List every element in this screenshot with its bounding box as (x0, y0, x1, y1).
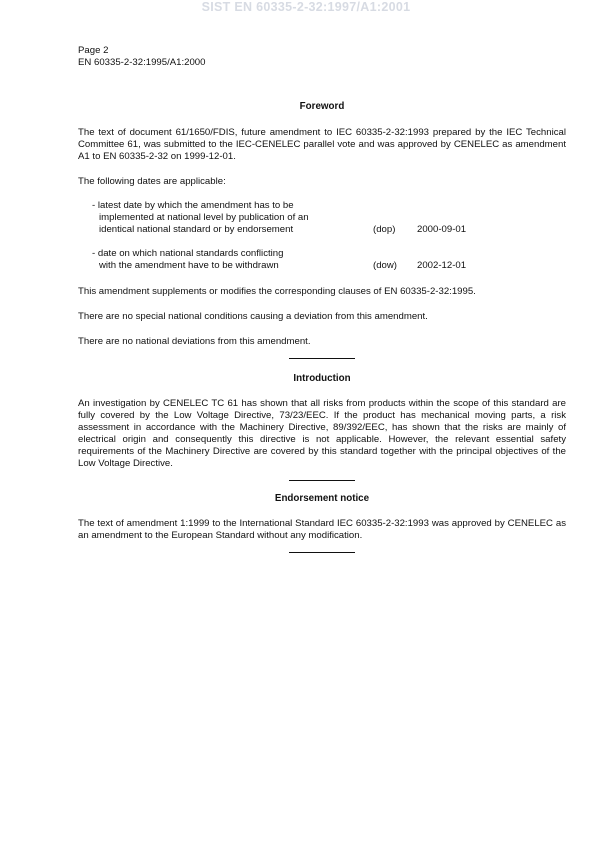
foreword-paragraph-5: There are no national deviations from this amendment. (78, 336, 311, 347)
foreword-paragraph-1: The text of document 61/1650/FDIS, future amendment to IEC 60335-2-32:1993 prepared by the IEC Technical Committee 61, was submitted to the IEC-CENELEC parallel vote and was approved by CENELEC as amendment A1 to EN 60335-2-32 on 1999-12-01. (78, 127, 566, 162)
foreword-paragraph-4: There are no special national conditions causing a deviation from this amendment. (78, 311, 428, 322)
foreword-title: Foreword (299, 101, 345, 112)
document-id: EN 60335-2-32:1995/A1:2000 (78, 57, 206, 68)
watermark: SIST EN 60335-2-32:1997/A1:2001 (201, 0, 411, 14)
endorsement-paragraph: The text of amendment 1:1999 to the International Standard IEC 60335-2-32:1993 was approved by CENELEC as an amendment to the European Standard without any modification. (78, 518, 566, 541)
dop-abbr: (dop) (373, 224, 396, 235)
dow-abbr: (dow) (373, 260, 397, 271)
dop-line-1: - latest date by which the amendment has to be (92, 200, 294, 211)
dow-line-2: with the amendment have to be withdrawn (99, 260, 279, 271)
dates-list (92, 200, 566, 272)
dow-date: 2002-12-01 (417, 260, 467, 271)
page-number: Page 2 (78, 45, 109, 56)
date-item-dop (92, 200, 566, 236)
section-divider (289, 358, 355, 359)
date-item-dow (92, 248, 566, 272)
introduction-paragraph: An investigation by CENELEC TC 61 has shown that all risks from products within the scope of this standard are fully covered by the Low Voltage Directive, 73/23/EEC. If the product has mechanical moving parts, a risk assessment in accordance with the Machinery Directive, 89/392/EEC, has shown that the risks are mainly of electrical origin and consequently this directive is not applicable. However, the relevant essential safety requirements of the Machinery Directive are covered by this standard together with the principal objectives of the Low Voltage Directive. (78, 398, 566, 469)
introduction-title: Introduction (293, 373, 351, 384)
dop-date: 2000-09-01 (417, 224, 467, 235)
endorsement-title: Endorsement notice (274, 493, 370, 504)
foreword-paragraph-2: The following dates are applicable: (78, 176, 226, 187)
document-page (78, 45, 566, 553)
section-divider (289, 552, 355, 553)
dow-line-1: - date on which national standards conflicting (92, 248, 284, 259)
foreword-paragraph-3: This amendment supplements or modifies the corresponding clauses of EN 60335-2-32:1995. (78, 286, 476, 297)
dop-line-3: identical national standard or by endorsement (99, 224, 294, 235)
dop-line-2: implemented at national level by publication of an (99, 212, 309, 223)
section-divider (289, 480, 355, 481)
